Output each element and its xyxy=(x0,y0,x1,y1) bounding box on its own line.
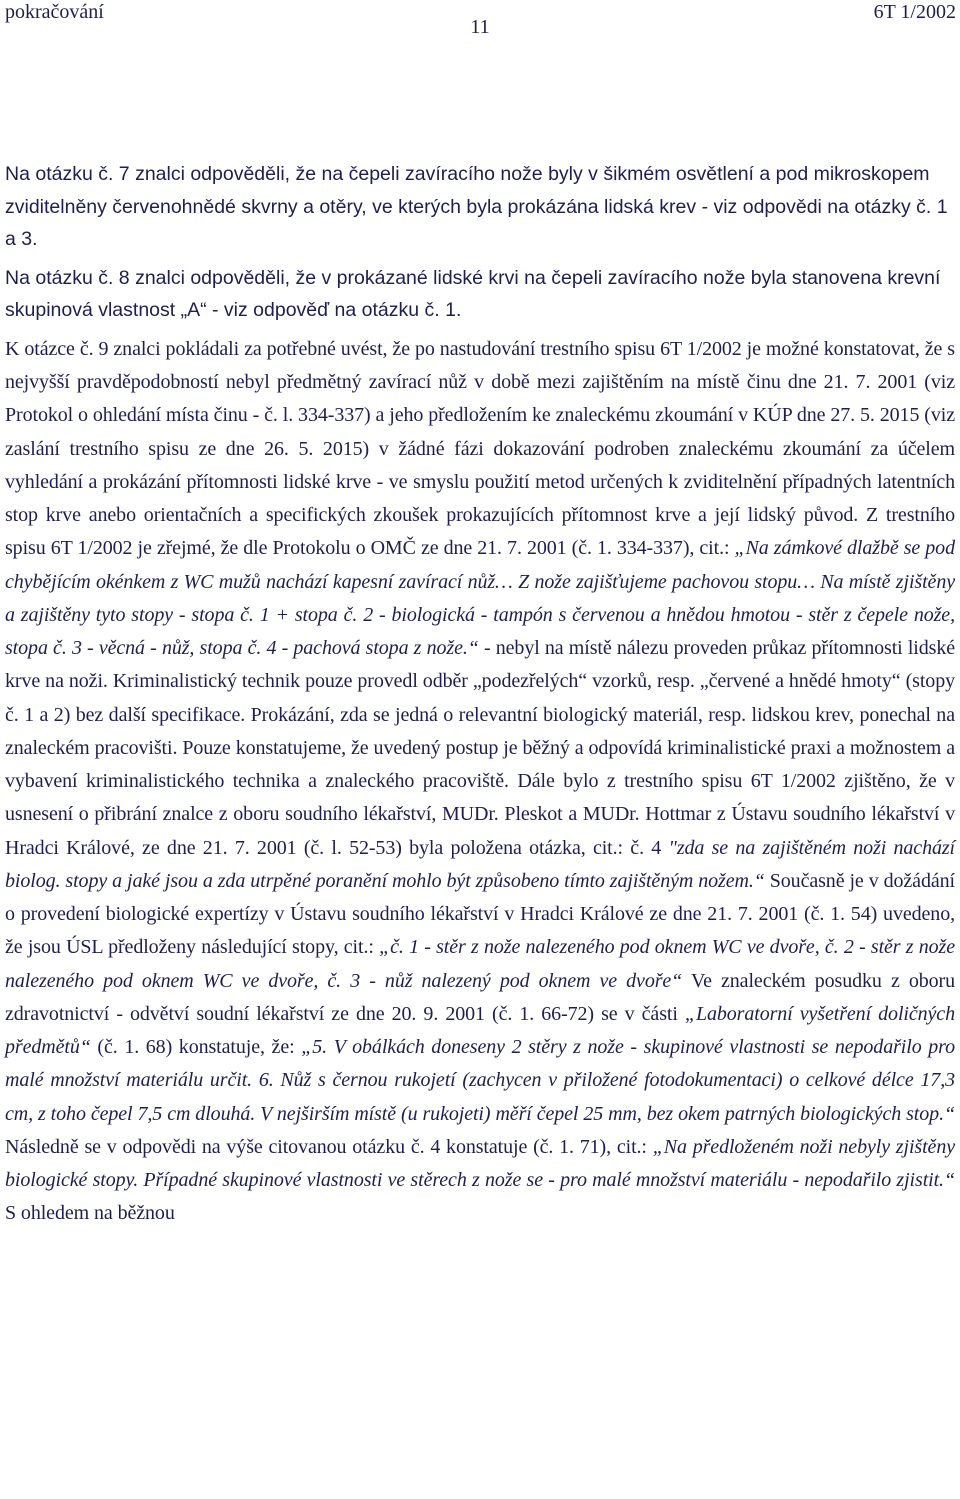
quotation: „Na předloženém noži nebyly zjištěny biologické stopy. Případné skupinové vlastnosti ve stěrech z nože se - pro malé množství materiálu - nepodařilo zjistit.“ xyxy=(5,1135,955,1192)
header-continuation-label: pokračování xyxy=(5,1,104,23)
text-segment: (č. 1. 68) konstatuje, že: xyxy=(90,1036,302,1059)
paragraph-answer-7: Na otázku č. 7 znalci odpověděli, že na čepeli zavíracího nože byly v šikmém osvětlení a pod mikroskopem zviditelněny červenohnědé skvrny a otěry, ve kterých byla prokázána lidská krev - viz odpovědi na otázky č. 1 a 3. xyxy=(5,163,948,251)
text-segment: Následně se v odpovědi na výše citovanou otázku č. 4 konstatuje (č. 1. 71), cit.: xyxy=(5,1135,653,1158)
quotation: „Laboratorní vyšetření doličných předmětů“ xyxy=(5,1002,955,1059)
text-segment: - nebyl na místě nálezu proveden průkaz přítomnosti lidské krve na noži. Kriminalistický technik pouze provedl odběr „podezřelých“ vzorků, resp. „červené a hnědé hmoty“ (stopy č. 1 a 2) bez další specifikace. Prokázání, zda se jedná o relevantní biologický materiál, resp. lidskou krev, ponechal na znaleckém pracovišti. Pouze konstatujeme, že uvedený postup je běžný a odpovídá kriminalistické praxi a možnostem a vybavení kriminalistického technika a znaleckého pracoviště. Dále bylo z trestního spisu 6T 1/2002 zjištěno, že v usnesení o přibrání znalce z oboru soudního lékařství, MUDr. Pleskot a MUDr. Hottmar z Ústavu soudního lékařství v Hradci Králové, ze dne 21. 7. 2001 (č. l. 52-53) byla položena otázka, cit.: č. 4 xyxy=(5,637,955,859)
text-segment: Ve znaleckém posudku z oboru zdravotnictví - odvětví soudní lékařství ze dne 20. 9. 2001 (č. 1. 66-72) se v části xyxy=(5,969,956,1025)
paragraph-answer-8: Na otázku č. 8 znalci odpověděli, že v prokázané lidské krvi na čepeli zavíracího nože byla stanovena krevní skupinová vlastnost „A“ - viz odpověď na otázku č. 1. xyxy=(5,266,941,322)
text-segment: Současně je v dožádání o provedení biologické expertízy v Ústavu soudního lékařství v Hradci Králové ze dne 21. 7. 2001 (č. 1. 54) uvedeno, že jsou ÚSL předloženy následující stopy, cit.: xyxy=(5,869,955,959)
text-segment: S ohledem na běžnou xyxy=(5,1202,175,1225)
document-body xyxy=(5,158,955,1237)
quotation: "zda se na zajištěném noži nachází biolog. stopy a jaké jsou a zda utrpěné poranění mohlo být způsobeno tímto zajištěným nožem.“ xyxy=(5,836,956,892)
page-number: 11 xyxy=(470,16,490,38)
header-case-number: 6T 1/2002 xyxy=(873,1,956,23)
quotation: „Na zámkové dlažbě se pod chybějícím okénkem z WC mužů nachází kapesní zavírací nůž… Z nože zajišťujeme pachovou stopu… Na místě zjištěny a zajištěny tyto stopy - stopa č. 1 + stopa č. 2 - biologická - tampón s červenou a hnědou hmotou - stěr z čepele nože, stopa č. 3 - věcná - nůž, stopa č. 4 - pachová stopa z nože.“ xyxy=(5,537,955,660)
quotation: „5. V obálkách doneseny 2 stěry z nože - skupinové vlastnosti se nepodařilo pro malé množství materiálu určit. 6. Nůž s černou rukojetí (zachycen v přiložené fotodokumentaci) o celkové délce 17,3 cm, z toho čepel 7,5 cm dlouhá. V nejširším místě (u rukojeti) měří čepel 25 mm, bez okem patrných biologických stop.“ xyxy=(5,1036,955,1125)
page-header xyxy=(0,0,960,40)
quotation: „č. 1 - stěr z nože nalezeného pod oknem WC ve dvoře, č. 2 - stěr z nože nalezeného pod oknem WC ve dvoře, č. 3 - nůž nalezený pod oknem ve dvoře“ xyxy=(5,936,955,992)
paragraph-answer-9 xyxy=(5,333,955,1231)
text-segment: K otázce č. 9 znalci pokládali za potřebné uvést, že po nastudování trestního spisu 6T 1/2002 je možné konstatovat, že s nejvyšší pravděpodobností nebyl předmětný zavírací nůž v době mezi zajištěním na místě činu dne 21. 7. 2001 (viz Protokol o ohledání místa činu - č. l. 334-337) a jeho předložením ke znaleckému zkoumání v KÚP dne 27. 5. 2015 (viz zaslání trestního spisu ze dne 26. 5. 2015) v žádné fázi dokazování podroben znaleckému zkoumání za účelem vyhledání a prokázání přítomnosti lidské krve - ve smyslu použití metod určených k zviditelnění případných latentních stop krve anebo orientačních a specifických zkoušek prokazujících přítomnost krve a její lidský původ. Z trestního spisu 6T 1/2002 je zřejmé, že dle Protokolu o OMČ ze dne 21. 7. 2001 (č. 1. 334-337), cit.: xyxy=(5,337,955,560)
